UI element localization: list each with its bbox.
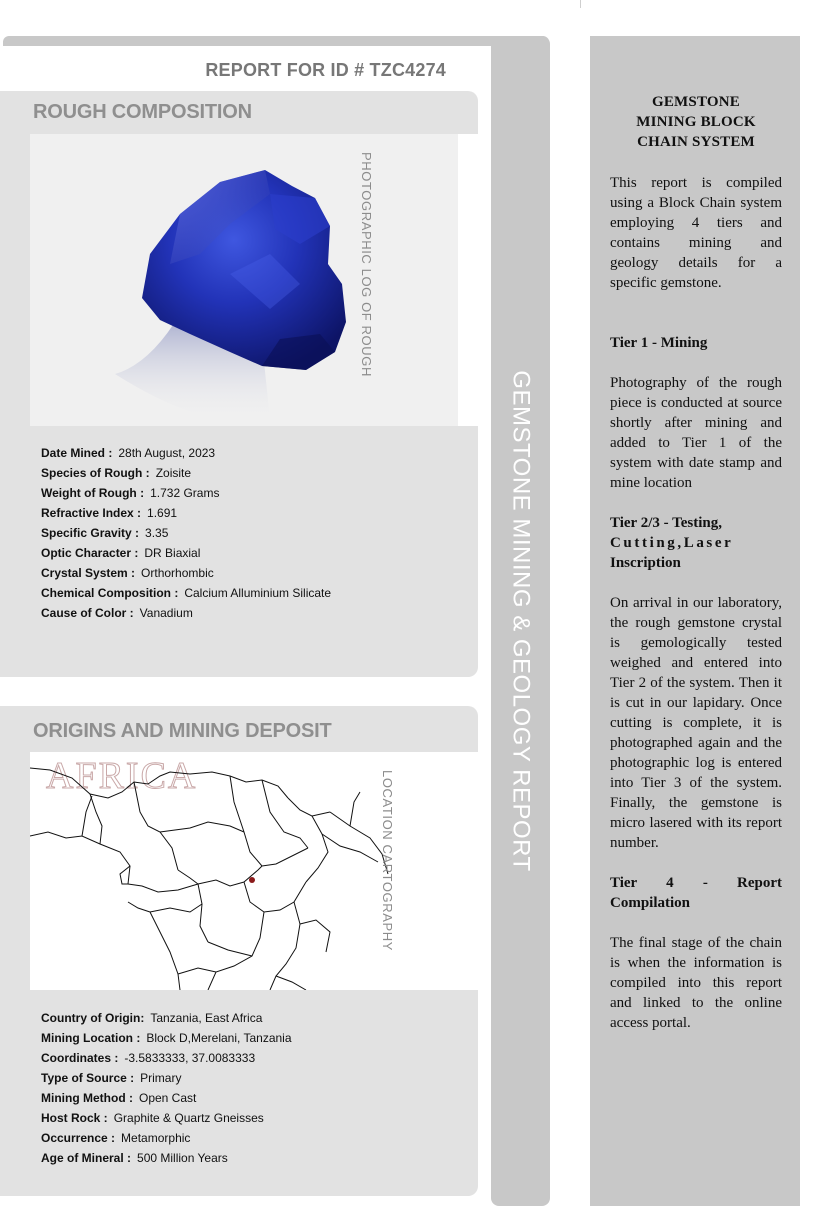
rough-facts-list [41,443,331,623]
fact-row [41,483,331,503]
fact-row [41,583,331,603]
blockchain-intro: This report is compiled using a Block Chain system employing 4 tiers and contains mining and geology details for a specific gemstone. [610,175,782,291]
fact-value: -3.5833333, 37.0083333 [124,1051,256,1065]
tier1-heading: Tier 1 - Mining [610,335,708,351]
photographic-log-label-text: PHOTOGRAPHIC LOG OF ROUGH [358,152,374,377]
fact-row [41,1048,292,1068]
fact-key: Country of Origin: [41,1011,145,1025]
fact-key: Type of Source : [41,1071,135,1085]
rough-gem-photo [30,134,458,426]
africa-map-title: AFRICA [46,755,198,797]
fact-row [41,463,331,483]
fact-row [41,503,331,523]
fact-value: Metamorphic [121,1131,191,1145]
fact-key: Refractive Index : [41,506,142,520]
fact-value: DR Biaxial [144,546,201,560]
fact-row [41,1008,292,1028]
fact-value: Orthorhombic [141,566,214,580]
fact-key: Occurrence : [41,1131,116,1145]
blockchain-title-line: MINING BLOCK [636,114,756,130]
fact-value: 1.691 [147,506,178,520]
fact-key: Mining Location : [41,1031,141,1045]
fact-row [41,563,331,583]
fact-row [41,1088,292,1108]
fact-value: Calcium Alluminium Silicate [184,586,332,600]
fact-key: Age of Mineral : [41,1151,132,1165]
fact-row [41,443,331,463]
rough-gem-image [30,134,458,426]
fact-key: Species of Rough : [41,466,150,480]
top-tick-mark [580,0,581,8]
fact-key: Mining Method : [41,1091,133,1105]
location-cartography-label [380,770,479,982]
fact-value: 500 Million Years [137,1151,228,1165]
fact-key: Cause of Color : [41,606,134,620]
blockchain-text [610,92,782,1033]
fact-value: Zoisite [155,466,192,480]
tier4-text: The final stage of the chain is when the information is compiled into this report and linked to the online access portal. [610,935,782,1031]
fact-value: Open Cast [138,1091,197,1105]
report-id-heading: REPORT FOR ID # TZC4274 [205,60,446,80]
fact-key: Host Rock : [41,1111,108,1125]
photographic-log-label [358,152,479,414]
rough-composition-heading: ROUGH COMPOSITION [33,101,252,123]
fact-key: Coordinates : [41,1051,119,1065]
fact-key: Optic Character : [41,546,139,560]
fact-row [41,523,331,543]
fact-row [41,1148,292,1168]
fact-row [41,1028,292,1048]
africa-map-drawing [30,752,426,990]
origins-heading: ORIGINS AND MINING DEPOSIT [33,720,332,742]
fact-row [41,1128,292,1148]
fact-key: Chemical Composition : [41,586,179,600]
fact-row [41,1108,292,1128]
mine-location-marker [249,877,255,883]
fact-value: Graphite & Quartz Gneisses [113,1111,264,1125]
vertical-report-title-text: GEMSTONE MINING & GEOLOGY REPORT [507,370,535,872]
blockchain-title-line: CHAIN SYSTEM [637,134,755,150]
fact-value: 3.35 [145,526,169,540]
fact-row [41,603,331,623]
africa-map [30,752,426,990]
fact-value: Vanadium [139,606,193,620]
location-cartography-label-text: LOCATION CARTOGRAPHY [380,770,396,952]
fact-key: Weight of Rough : [41,486,145,500]
fact-value: Tanzania, East Africa [150,1011,263,1025]
fact-value: 1.732 Grams [150,486,220,500]
blockchain-title-line: GEMSTONE [651,94,740,110]
vertical-report-title [491,36,550,1206]
origin-facts-list [41,1008,292,1168]
fact-value: Block D,Merelani, Tanzania [146,1031,292,1045]
fact-value: Primary [140,1071,182,1085]
fact-row [41,543,331,563]
tier23-heading-line: Inscription [610,555,681,571]
fact-key: Specific Gravity : [41,526,140,540]
tier1-text: Photography of the rough piece is conducted at source shortly after mining and added to Tier 1 of the system with date stamp and mine location [610,375,782,491]
fact-key: Date Mined : [41,446,113,460]
tier23-heading-line: Tier 2/3 - Testing, [610,515,722,531]
fact-value: 28th August, 2023 [118,446,216,460]
top-frame-band [3,36,549,46]
blockchain-title [610,92,782,152]
tier23-text: On arrival in our laboratory, the rough gemstone crystal is gemologically tested weighed and entered into Tier 2 of the system. Then it is cut in our lapidary. Once cutting is complete, it is photographed again and the photographic log is entered into Tier 3 of the system. Finally, the gemstone is micro lasered with its report number. [610,595,782,851]
tier4-heading: Tier 4 - Report Compilation [610,875,782,911]
fact-key: Crystal System : [41,566,136,580]
tier23-heading [610,513,782,573]
fact-row [41,1068,292,1088]
tier23-heading-line: Cutting,Laser [610,535,734,551]
